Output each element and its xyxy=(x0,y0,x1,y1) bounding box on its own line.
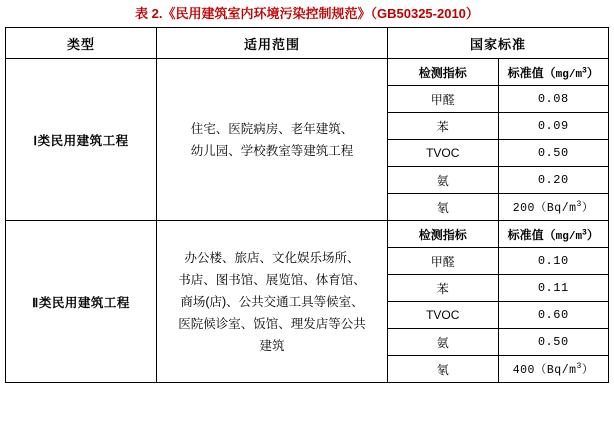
indicator-label: TVOC xyxy=(388,140,498,167)
page-title: 表 2.《民用建筑室内环境污染控制规范》（GB50325-2010） xyxy=(135,6,479,21)
standard-subtable-class-2 xyxy=(388,221,608,382)
category-cell-class-2: Ⅱ类民用建筑工程 xyxy=(6,221,157,383)
indicator-value: 0.10 xyxy=(498,248,608,275)
sub-header-value: 标准值$(mg/m^3)$ xyxy=(498,221,608,248)
indicator-label: 氡 xyxy=(388,194,498,221)
scope-line: 商场(店)、公共交通工具等候室、 xyxy=(180,294,364,309)
indicator-value: 0.60 xyxy=(498,302,608,329)
indicator-label: 苯 xyxy=(388,113,498,140)
scope-cell-class-2 xyxy=(157,221,388,383)
indicator-value: 0.50 xyxy=(498,329,608,356)
standard-item-row xyxy=(388,167,608,194)
indicator-value: 0.50 xyxy=(498,140,608,167)
header-standard: 国家标准 xyxy=(388,28,609,59)
scope-line: 医院候诊室、饭馆、理发店等公共 xyxy=(178,316,366,331)
indicator-value: 0.08 xyxy=(498,86,608,113)
standard-item-row xyxy=(388,140,608,167)
indicator-label: TVOC xyxy=(388,302,498,329)
standard-item-row xyxy=(388,194,608,221)
standard-subtable-class-1 xyxy=(388,59,608,220)
table-row xyxy=(6,59,609,221)
scope-line: 住宅、医院病房、老年建筑、 xyxy=(190,121,354,136)
indicator-value: 0.09 xyxy=(498,113,608,140)
indicator-label: 氨 xyxy=(388,167,498,194)
standard-item-row xyxy=(388,356,608,383)
scope-line: 书店、图书馆、展览馆、体育馆、 xyxy=(178,272,366,287)
header-category: 类型 xyxy=(6,28,157,59)
table-header-row xyxy=(6,28,609,59)
standard-cell-class-1 xyxy=(388,59,609,221)
subtable-header-row xyxy=(388,59,608,86)
header-scope: 适用范围 xyxy=(157,28,388,59)
table-body xyxy=(6,59,609,383)
indicator-value: $200(Bq/m^3)$ xyxy=(498,194,608,221)
indicator-value: 0.11 xyxy=(498,275,608,302)
standard-item-row xyxy=(388,275,608,302)
standard-item-row xyxy=(388,113,608,140)
category-cell-class-1: Ⅰ类民用建筑工程 xyxy=(6,59,157,221)
standard-item-row xyxy=(388,329,608,356)
indicator-value: 0.20 xyxy=(498,167,608,194)
subtable-header-row xyxy=(388,221,608,248)
indicator-label: 氨 xyxy=(388,329,498,356)
scope-line: 办公楼、旅店、文化娱乐场所、 xyxy=(184,250,360,265)
indicator-label: 苯 xyxy=(388,275,498,302)
indicator-value: $400(Bq/m^3)$ xyxy=(498,356,608,383)
table-head xyxy=(6,28,609,59)
standard-cell-class-2 xyxy=(388,221,609,383)
scope-cell-class-1 xyxy=(157,59,388,221)
standard-item-row xyxy=(388,302,608,329)
sub-header-value: 标准值$(mg/m^3)$ xyxy=(498,59,608,86)
scope-line: 建筑 xyxy=(259,338,285,353)
scope-line: 幼儿园、学校教室等建筑工程 xyxy=(190,143,354,158)
indicator-label: 甲醛 xyxy=(388,248,498,275)
sub-header-indicator: 检测指标 xyxy=(388,221,498,248)
standard-item-row xyxy=(388,86,608,113)
standard-item-row xyxy=(388,248,608,275)
table-row xyxy=(6,221,609,383)
pollution-standard-table xyxy=(5,27,609,383)
indicator-label: 甲醛 xyxy=(388,86,498,113)
indicator-label: 氡 xyxy=(388,356,498,383)
sub-header-indicator: 检测指标 xyxy=(388,59,498,86)
